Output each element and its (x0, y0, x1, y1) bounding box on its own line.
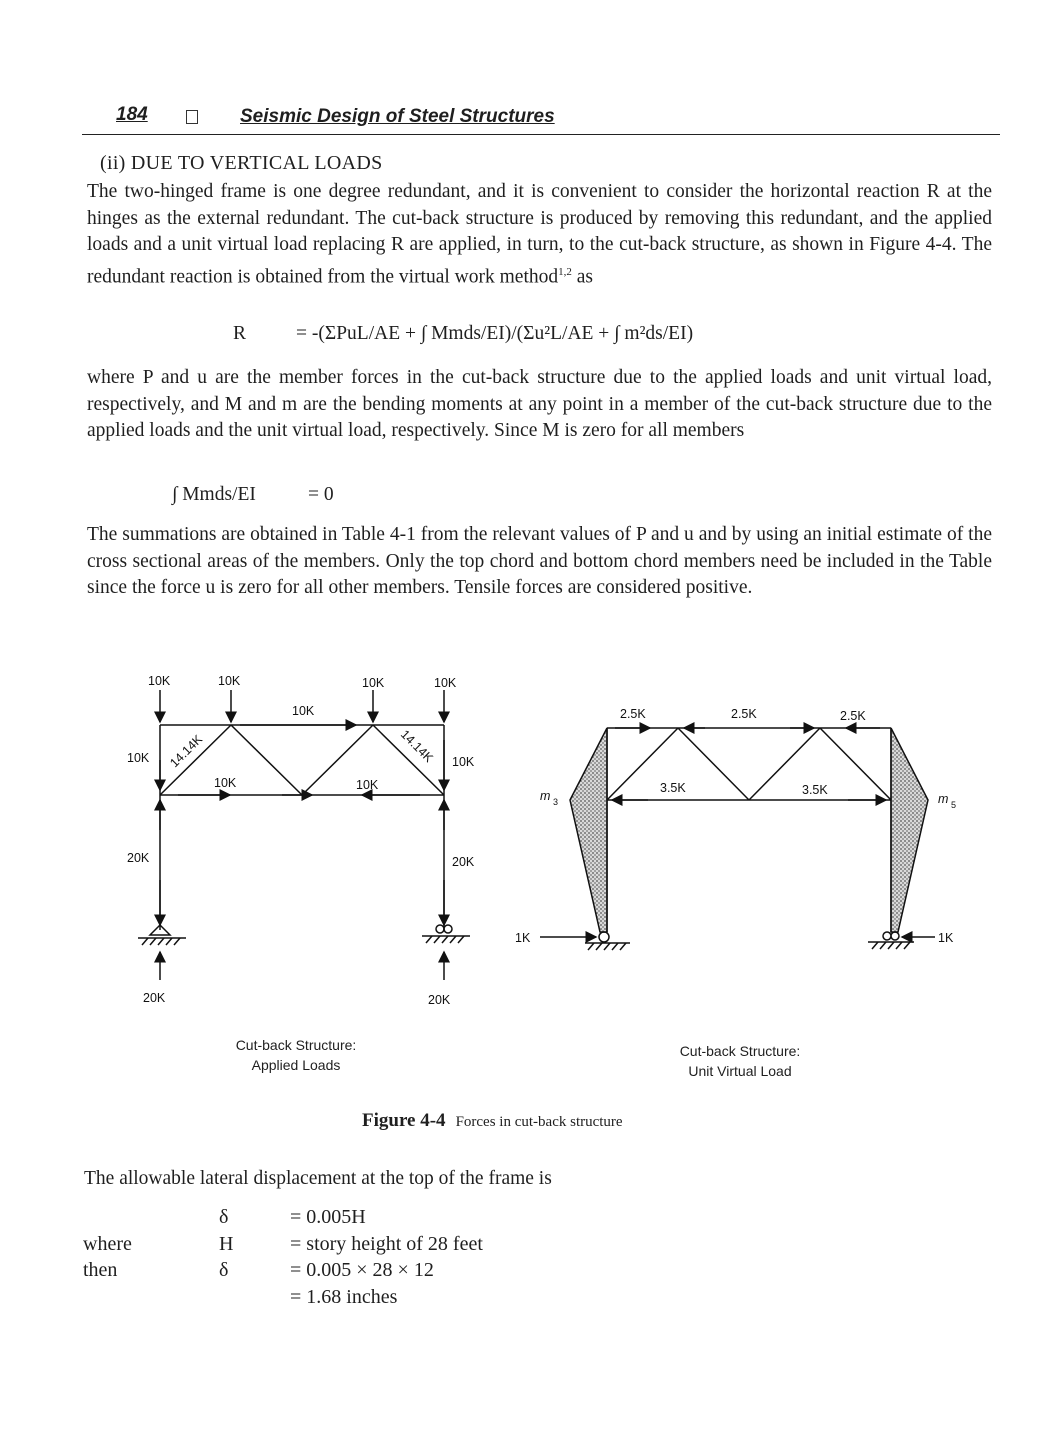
unit-load-right: 1K (938, 931, 954, 945)
top-chord-force: 2.5K (731, 707, 757, 721)
row-symbol: δ (219, 1259, 229, 1281)
row-prefix: then (83, 1259, 118, 1281)
bottom-chord-force-right: 10K (356, 778, 379, 792)
unit-load-left: 1K (515, 931, 531, 945)
row-value: = 0.005 × 28 × 12 (290, 1259, 434, 1281)
figure-caption (362, 1110, 623, 1132)
row-value: = 1.68 inches (290, 1286, 398, 1308)
paragraph-1-end: as (571, 266, 593, 287)
paragraph-3: The summations are obtained in Table 4-1 from the relevant values of P and u and by using an initial estimate of the cross sectional areas of the members. Only the top chord and bottom chord members need be included in the Table since the force u is zero for all other members. Tensile forces are considered positive. (87, 524, 992, 598)
caption-line: Applied Loads (251, 1057, 341, 1073)
citation-superscript: 1,2 (558, 265, 572, 278)
moment-label-right-sub: 5 (951, 800, 957, 810)
bottom-chord-force-left: 10K (214, 776, 237, 790)
left-diagonal-force: 14.14K (167, 732, 206, 771)
right-reaction: 20K (428, 993, 451, 1007)
left-frame-labels (127, 674, 475, 1007)
row-symbol: δ (219, 1206, 229, 1228)
row-value: = story height of 28 feet (290, 1233, 483, 1255)
left-reaction: 20K (143, 991, 166, 1005)
right-column-force: 20K (452, 855, 475, 869)
row-symbol: H (219, 1233, 234, 1255)
row-prefix: where (83, 1233, 132, 1255)
page-number: 184 (116, 104, 148, 125)
caption-line: Cut-back Structure: (679, 1043, 801, 1059)
paragraph-2: where P and u are the member forces in the cut-back structure due to the applied loads and unit virtual load, respectively, and M and m are the bending moments at any point in a member of the cut-back structure due to the applied loads and the unit virtual load, respectively. Since M is zero for all members (87, 367, 992, 441)
load-label: 10K (218, 674, 241, 688)
displacement-calculation (83, 1206, 683, 1326)
top-chord-force: 2.5K (620, 707, 646, 721)
figure-label: Figure 4-4 (362, 1110, 446, 1131)
top-chord-force: 10K (292, 704, 315, 718)
moment-label-left-sub: 3 (553, 797, 559, 807)
moment-label-right: m (938, 792, 949, 806)
right-vertical-force: 10K (452, 755, 475, 769)
caption-line: Cut-back Structure: (235, 1037, 357, 1053)
figure-caption-text: Forces in cut-back structure (455, 1114, 623, 1130)
bottom-chord-force: 3.5K (802, 783, 828, 797)
paragraph-1-text: The two-hinged frame is one degree redundant, and it is convenient to consider the horizontal reaction R at the hinges as the external redundant. The cut-back structure is produced by removing this redundant, and the applied loads and a unit virtual load replacing R are applied, in turn, to the cut-back structure, as shown in Figure 4-4. The redundant reaction is obtained from the virtual work method (87, 181, 992, 287)
caption-line: Unit Virtual Load (688, 1063, 792, 1079)
right-figure-caption (640, 1041, 840, 1081)
load-label: 10K (362, 676, 385, 690)
left-column-force: 20K (127, 851, 150, 865)
right-frame (540, 728, 935, 950)
equation-1-rhs: = -(ΣPuL/AE + ∫ Mmds/EI)/(Σu²L/AE + ∫ m²ds/EI) (296, 323, 694, 344)
load-label: 10K (148, 674, 171, 688)
moment-label-left: m (540, 789, 551, 803)
equation-1-lhs: R (233, 323, 247, 344)
load-label: 10K (434, 676, 457, 690)
equation-2-lhs: ∫ Mmds/EI (172, 484, 256, 505)
right-diagonal-force: 14.14K (397, 727, 436, 766)
paragraph-4: The allowable lateral displacement at the top of the frame is (84, 1168, 552, 1189)
section-heading: (ii) DUE TO VERTICAL LOADS (100, 152, 383, 174)
equation-2-rhs: = 0 (308, 484, 334, 505)
left-vertical-force: 10K (127, 751, 150, 765)
left-frame (138, 690, 470, 980)
left-figure-caption (196, 1035, 396, 1075)
top-chord-force: 2.5K (840, 709, 866, 723)
row-value: = 0.005H (290, 1206, 366, 1228)
book-title: Seismic Design of Steel Structures (240, 106, 555, 127)
bottom-chord-force: 3.5K (660, 781, 686, 795)
